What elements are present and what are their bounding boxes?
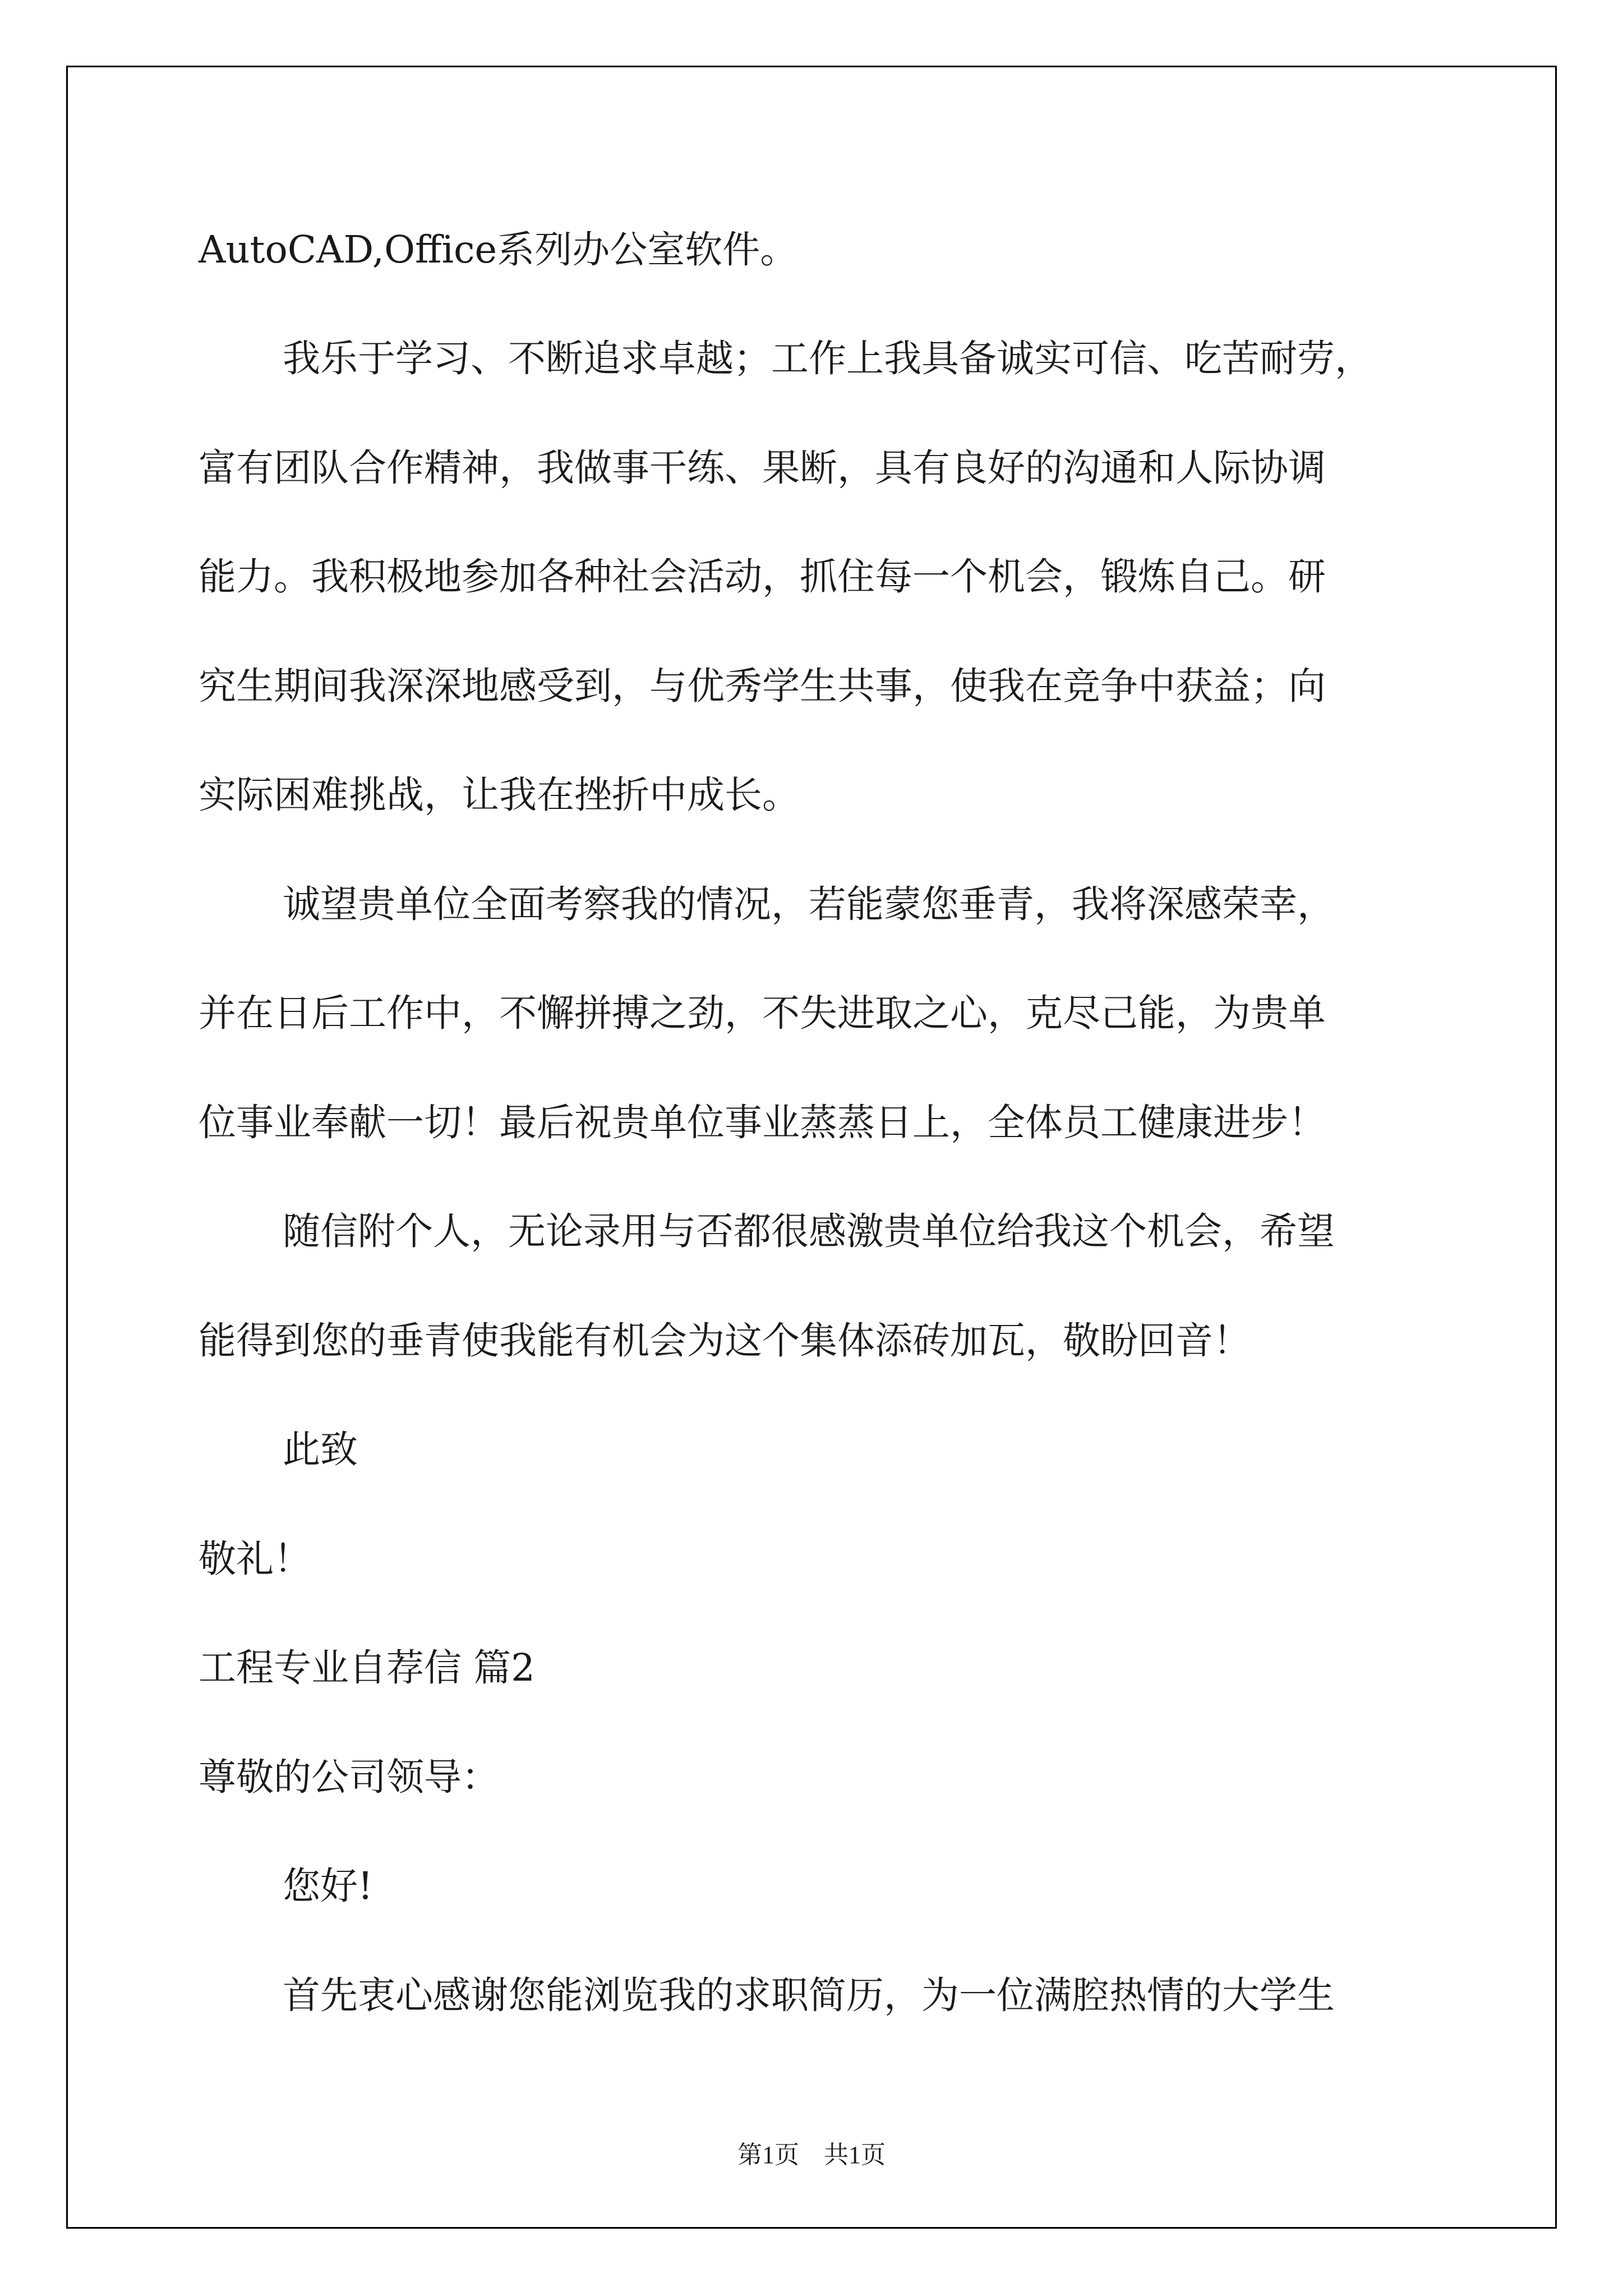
text-line: 位事业奉献一切！最后祝贵单位事业蒸蒸日上，全体员工健康进步！	[199, 1101, 1326, 1144]
salutation-line: 敬礼！	[199, 1537, 311, 1581]
text-line: 我乐于学习、不断追求卓越；工作上我具备诚实可信、吃苦耐劳，	[283, 337, 1372, 380]
text-line: 能得到您的垂青使我能有机会为这个集体添砖加瓦，敬盼回音！	[199, 1319, 1251, 1363]
text-line: 并在日后工作中，不懈拼搏之劲，不失进取之心，克尽己能，为贵单	[199, 991, 1326, 1035]
text-line: 实际困难挑战，让我在挫折中成长。	[199, 773, 800, 817]
text-line: 能力。我积极地参加各种社会活动，抓住每一个机会，锻炼自己。研	[199, 555, 1326, 599]
page-footer: 第1页 共1页	[737, 2141, 886, 2169]
text-line: 究生期间我深深地感受到，与优秀学生共事，使我在竞争中获益；向	[199, 664, 1326, 708]
closing-line: 此致	[283, 1428, 358, 1471]
text-line: AutoCAD,Office系列办公室软件。	[199, 228, 798, 272]
greeting-line: 尊敬的公司领导：	[199, 1755, 499, 1799]
text-line: 随信附个人，无论录用与否都很感激贵单位给我这个机会，希望	[283, 1209, 1335, 1253]
text-line: 富有团队合作精神，我做事干练、果断，具有良好的沟通和人际协调	[199, 446, 1326, 490]
text-line: 您好!	[283, 1864, 373, 1908]
text-line: 首先衷心感谢您能浏览我的求职简历，为一位满腔热情的大学生	[283, 1973, 1335, 2017]
text-line: 诚望贵单位全面考察我的情况，若能蒙您垂青，我将深感荣幸，	[283, 882, 1335, 926]
section-heading: 工程专业自荐信 篇2	[199, 1646, 535, 1690]
